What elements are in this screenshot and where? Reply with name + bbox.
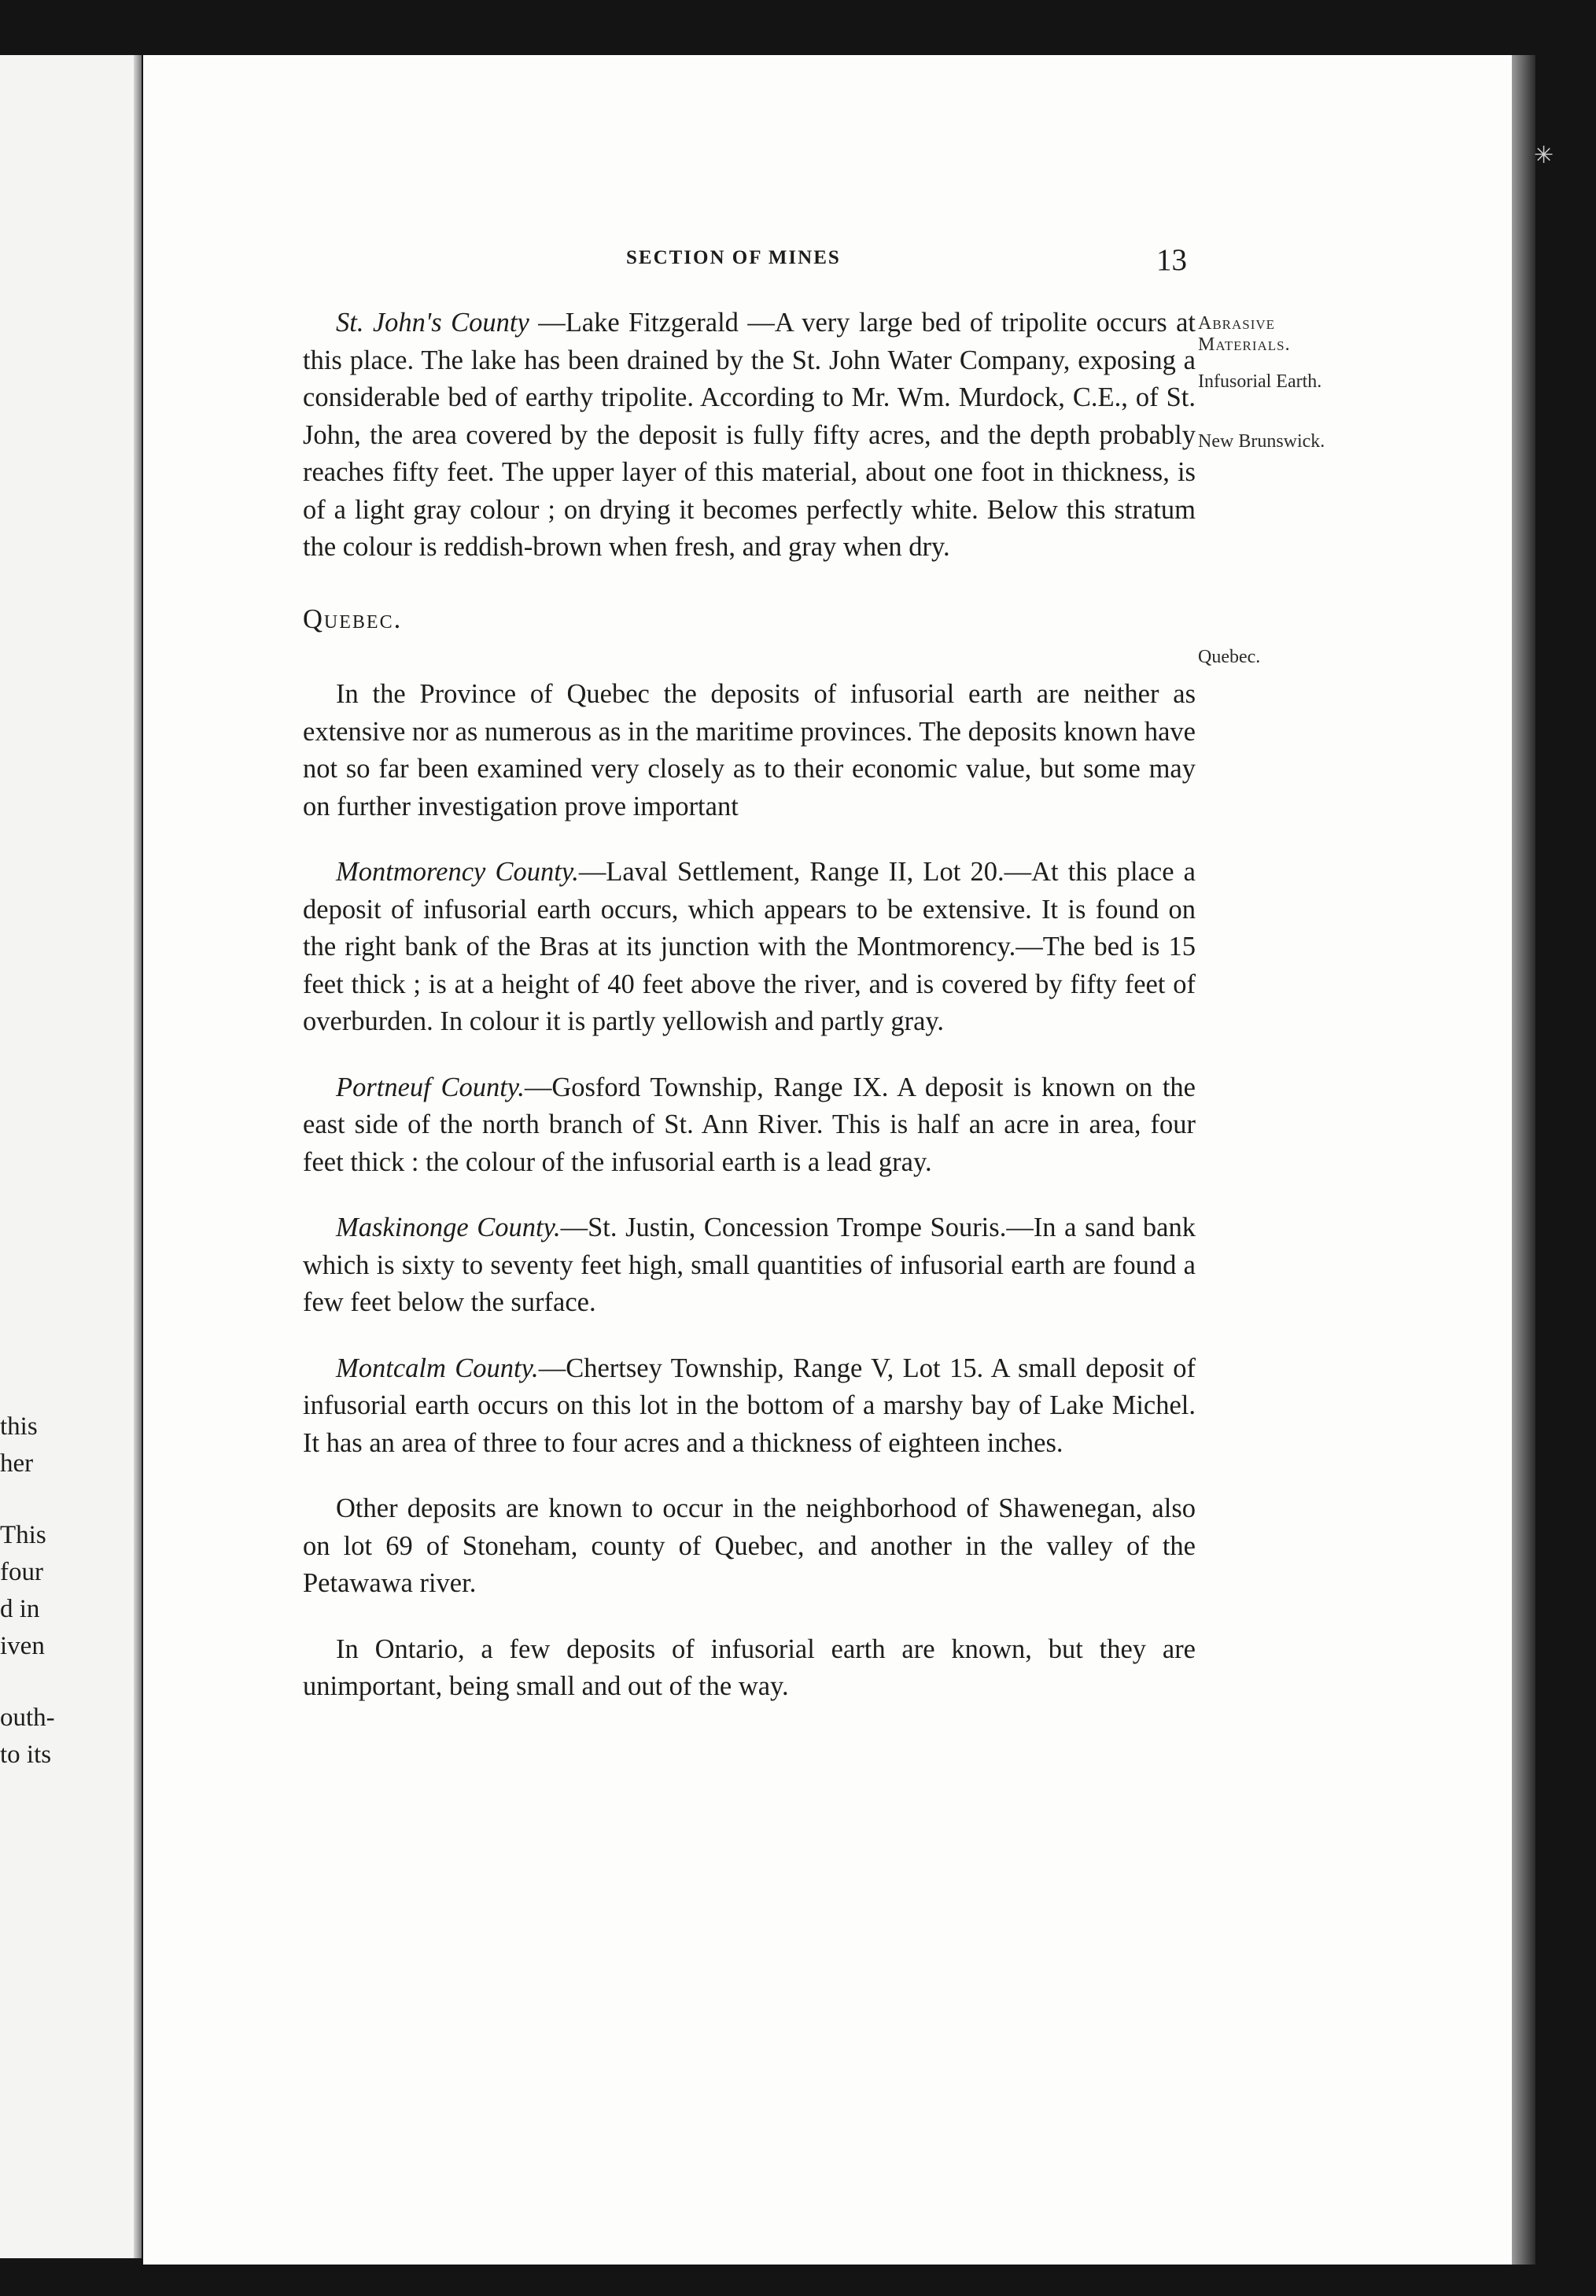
paragraph-maskinonge [303,1209,1196,1322]
facing-page-text [0,1408,118,1774]
paragraph-montmorency [303,854,1196,1041]
paragraph-montcalm [303,1350,1196,1463]
running-head: SECTION OF MINES [626,247,841,268]
paragraph-text: —Gosford Township, Range IX. A deposit is known on the east side of the north branch of St. Ann River. This is half an acre in area, four feet thick : the colour of the infusorial earth is a lead gray. [303,1072,1196,1177]
paragraph-text: —Laval Settlement, Range II, Lot 20.—At this place a deposit of infusorial earth occurs, which appears to be extensive. It is found on the right bank of the Bras at its junction with the Montmorency.—The bed is 15 feet thick ; is at a height of 40 feet above the river, and is covered by fifty feet of overburden. In colour it is partly yellowish and partly gray. [303,857,1196,1036]
paragraph-text: —Lake Fitzgerald —A very large bed of tripolite occurs at this place. The lake has been drained by the St. John Water Company, exposing a considerable bed of earthy tripolite. According to Mr. Wm. Murdock, C.E., of St. John, the area covered by the deposit is fully fifty acres, and the depth probably reaches fifty feet. The upper layer of this material, about one foot in thickness, is of a light gray colour ; on drying it becomes perfectly white. Below this stratum the colour is reddish-brown when fresh, and gray when dry. [303,308,1196,562]
page-gutter-shadow [134,55,142,2258]
facing-page-line: her [0,1449,34,1478]
facing-page [0,55,142,2258]
margin-note-abrasive: Abrasive Materials. [1198,313,1291,355]
facing-page-line: four [0,1558,43,1586]
facing-page-line: This [0,1521,46,1549]
county-lead: Montmorency County. [336,857,579,887]
facing-page-line: outh- [0,1704,55,1732]
paragraph-text: —St. Justin, Concession Trompe Souris.—In a sand bank which is sixty to seventy feet high, small quantities of infusorial earth are found a few feet below the surface. [303,1213,1196,1317]
page-body [303,305,1196,1734]
paragraph-text: —Chertsey Township, Range V, Lot 15. A small deposit of infusorial earth occurs on this lot in the bottom of a marshy bay of Lake Michel. It has an area of three to four acres and a thickness of eighteen inches. [303,1353,1196,1458]
section-heading-quebec: Quebec. [303,604,403,634]
paragraph-portneuf [303,1069,1196,1182]
paragraph-quebec-intro: In the Province of Quebec the deposits of infusorial earth are neither as extensive nor as numerous as in the maritime provinces. The deposits known have not so far been examined very closely as to their economic value, but some may on further investigation prove important [303,679,1196,821]
paragraph-other-deposits: Other deposits are known to occur in the neighborhood of Shawenegan, also on lot 69 of Stoneham, county of Quebec, and another in the valley of the Petawawa river. [303,1493,1196,1598]
facing-page-line: iven [0,1632,45,1660]
scan-speck-icon: ✳ [1534,142,1554,168]
facing-page-line: to its [0,1740,52,1769]
paragraph-st-johns [303,305,1196,567]
paragraph-ontario: In Ontario, a few deposits of infusorial earth are known, but they are unimportant, being small and out of the way. [303,1633,1196,1701]
county-lead: Portneuf County. [336,1072,525,1102]
margin-note-quebec: Quebec. [1198,647,1261,667]
margin-note-infusorial: Infusorial Earth. [1198,371,1322,392]
county-lead: St. John's County [336,308,529,338]
page-edge-shadow [1512,55,1535,2265]
facing-page-line: d in [0,1595,40,1623]
page-number: 13 [1156,243,1187,277]
county-lead: Maskinonge County. [336,1213,561,1242]
county-lead: Montcalm County. [336,1353,539,1383]
margin-note-new-brunswick: New Brunswick. [1198,431,1325,452]
facing-page-line: this [0,1412,38,1441]
